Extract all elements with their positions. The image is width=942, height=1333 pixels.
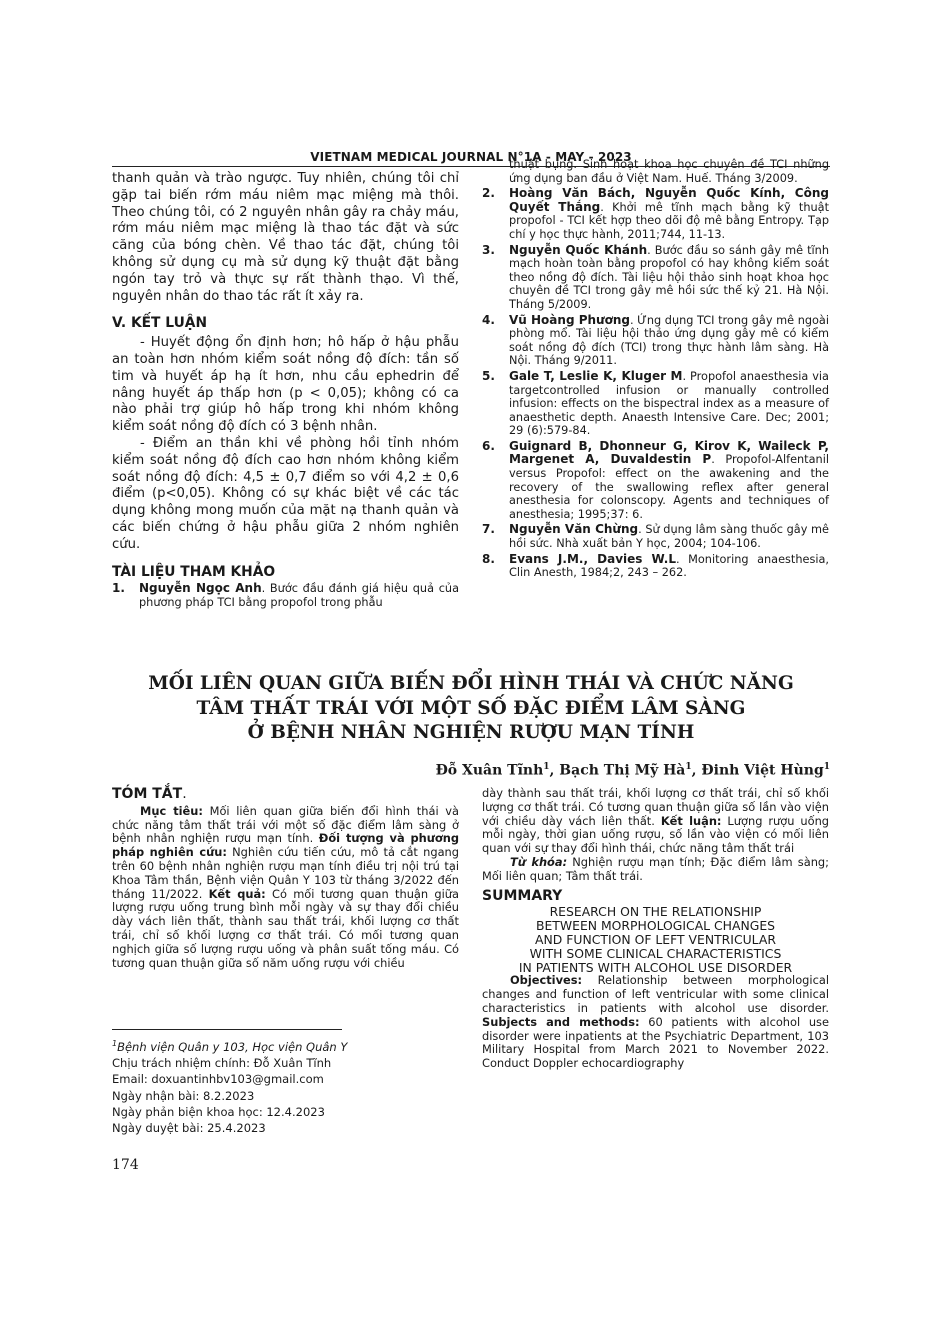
abstract-vietnamese: [112, 788, 459, 970]
footnote-rule: [112, 1029, 342, 1030]
reference-text: . Propofol-Alfentanil versus Propofol: effect on the awakening and the recovery of the swallowing reflex after general anesthesia for colonscopy. Agents and techniques of anesthesia; 1995;37: 6.: [509, 453, 829, 521]
reference-text: . Sử dụng lâm sàng thuốc gây mê hồi sức. Nhà xuất bản Y học, 2004; 104-106.: [509, 523, 829, 551]
abstract-continuation: dày thành sau thất trái, khối lượng cơ thất trái, chỉ số khối lượng cơ thất trái. Có tương quan thuận giữa số lần vào viện với chiều dày vách liên thất. Kết luận: Lượng rượu uống mỗi ngày, thời gian uống rượu, số lần vào viện có mối liên quan với sự thay đổi hình thái, chức năng tâm thất trái: [482, 786, 830, 856]
reference-item: [112, 582, 459, 609]
title-line: TÂM THẤT TRÁI VỚI MỘT SỐ ĐẶC ĐIỂM LÂM SÀNG: [196, 697, 746, 719]
reference-text: . Propofol anaesthesia via targetcontrolled infusion or manually controlled infusion: effects on the bispectral index as a measure of anaesthetic depth. Anaesth Intensive Care. Dec; 2001; 29 (6):579-84.: [509, 369, 829, 438]
label-methods: Đối tượng và phương pháp nghiên cứu:: [112, 831, 459, 860]
conclusion-paragraph-1: - Huyết động ổn định hơn; hô hấp ở hậu phẫu an toàn hơn nhóm kiểm soát nồng độ đích: tần số tim và huyết áp hạ ít hơn, nhu cầu ephedrin để nâng huyết áp thấp hơn (p < 0,05); không có ca nào phải trợ giúp hô hấp trong khi nhóm không kiểm soát nồng độ đích có 3 bệnh nhân.: [112, 335, 459, 435]
reference-item: [482, 314, 829, 368]
reference-number: 7.: [482, 522, 495, 537]
article-title: [112, 672, 830, 746]
right-column-references: [482, 158, 829, 582]
reference-author: Vũ Hoàng Phương: [509, 312, 630, 327]
author-name: Đinh Việt Hùng: [701, 762, 824, 779]
abstract-right-column: [482, 787, 829, 1071]
reference-body: [509, 244, 829, 312]
reference-text: . Bước đầu so sánh gây mê tĩnh mạch hoàn toàn bằng propofol có hay không kiểm soát theo nồng độ đích. Tài liệu hội thảo sinh hoạt khoa học chuyên đề TCI trong gây mê hồi sức thế kỷ 21. Hà Nội. Tháng 5/2009.: [509, 243, 830, 311]
title-line: Ở BỆNH NHÂN NGHIỆN RƯỢU MẠN TÍNH: [247, 722, 695, 743]
reference-item: [482, 523, 829, 550]
summary-title-line: AND FUNCTION OF LEFT VENTRICULAR: [535, 931, 776, 947]
reference-list-right: [482, 187, 829, 580]
reference-body: [509, 370, 829, 438]
review-date: Ngày phản biện khoa học: 12.4.2023: [112, 1105, 325, 1120]
keywords: Từ khóa: Nghiện rượu mạn tính; Đặc điểm lâm sàng; Mối liên quan; Tâm thất trái.: [482, 854, 829, 883]
reference-body: [509, 553, 829, 580]
author-name: Đỗ Xuân Tĩnh: [435, 762, 544, 779]
page-number: 174: [112, 1157, 139, 1173]
summary-title-line: BETWEEN MORPHOLOGICAL CHANGES: [535, 918, 776, 934]
affiliation-marker: 1: [685, 762, 692, 772]
label-results: Kết quả:: [208, 886, 266, 901]
reference-author: Nguyễn Văn Chừng: [509, 522, 639, 537]
label-subjects-methods: Subjects and methods:: [482, 1014, 640, 1029]
label-objectives: Objectives:: [510, 973, 583, 988]
received-date: Ngày nhận bài: 8.2.2023: [112, 1088, 255, 1103]
conclusion-heading: V. KẾT LUẬN: [112, 315, 208, 332]
summary-body: Objectives: Relationship between morphological changes and function of left ventricular with some clinical characteristics in patients with alcohol use disorder. Subjects and methods: 60 patients with alcohol use disorder were inpatients at the Psychiatric Department, 103 Military Hospital from March 2021 to November 2022. Conduct Doppler echocardiography: [482, 973, 829, 1071]
reference-body: [509, 440, 829, 522]
reference-author: Hoàng Văn Bách, Nguyễn Quốc Kính, Công Quyết Thắng: [509, 186, 829, 214]
reference-body: [139, 582, 459, 609]
author-name: Bạch Thị Mỹ Hà: [559, 762, 686, 779]
reference-item: [482, 370, 829, 438]
reference-author: Nguyễn Quốc Khánh: [509, 242, 648, 257]
summary-title-line: IN PATIENTS WITH ALCOHOL USE DISORDER: [518, 959, 793, 975]
reference-item: [482, 440, 829, 522]
label-objective: Mục tiêu:: [140, 803, 203, 818]
reference-continuation: [482, 158, 829, 185]
accepted-date: Ngày duyệt bài: 25.4.2023: [112, 1121, 266, 1136]
reference-body: [509, 523, 829, 550]
reference-number: 4.: [482, 312, 495, 327]
journal-header: VIETNAM MEDICAL JOURNAL N°1A - MAY - 2023: [310, 150, 632, 164]
reference-text: thuật bụng. Sinh hoạt khoa học chuyên đề TCI những ứng dụng ban đầu ở Việt Nam. Huế. Tháng 3/2009.: [509, 158, 829, 185]
reference-author: Nguyễn Ngọc Anh: [139, 581, 262, 596]
title-line: MỐI LIÊN QUAN GIỮA BIẾN ĐỔI HÌNH THÁI VÀ CHỨC NĂNG: [148, 673, 794, 694]
abstract-heading: TÓM TẮT.: [112, 786, 187, 802]
reference-text: . Ứng dụng TCI trong gây mê ngoài phòng mổ. Tài liệu hội thảo ứng dụng gây mê có kiểm soát nồng độ đích (TCI) trong thực hành lâm sàng. Hà Nội. Tháng 9/2011.: [509, 313, 829, 368]
reference-text: . Khởi mê tĩnh mạch bằng kỹ thuật propofol - TCI kết hợp theo dõi độ mê bằng Entropy. Tạp chí y học thực hành, 2011;744, 11-13.: [509, 200, 829, 241]
reference-number: 2.: [482, 186, 495, 201]
reference-body: [509, 314, 829, 368]
affiliation-note: $^1$Bệnh viện Quân y 103, Học viện Quân Y: [112, 1039, 348, 1054]
reference-body: [509, 187, 829, 241]
email: Email: doxuantinhbv103@gmail.com: [112, 1072, 324, 1087]
reference-number: 6.: [482, 438, 495, 453]
conclusion-paragraph-2: - Điểm an thần khi về phòng hồi tỉnh nhóm kiểm soát nồng độ đích cao hơn nhóm không kiểm soát nồng độ đích: 4,5 ± 0,7 điểm so với 4,2 ± 0,6 điểm (p<0,05). Không có sự khác biệt về các tác dụng không mong muốn của mặt nạ thanh quản và các biến chứng ở hậu phẫu giữa 2 nhóm nghiên cứu.: [112, 435, 459, 552]
reference-text: . Bước đầu đánh giá hiệu quả của phương pháp TCI bằng propofol trong phẫu: [139, 582, 459, 609]
reference-number: 5.: [482, 368, 495, 383]
reference-text: . Monitoring anaesthesia, Clin Anesth, 1984;2, 243 – 262.: [509, 552, 829, 580]
reference-author: Evans J.M., Davies W.L: [509, 551, 676, 566]
reference-author: Guignard B, Dhonneur G, Kirov K, Waileck P, Margenet A, Duvaldestin P: [509, 438, 829, 467]
intro-paragraph: thanh quản và trào ngược. Tuy nhiên, chúng tôi chỉ gặp tai biến rớm máu niêm mạc miệng mà thôi. Theo chúng tôi, có 2 nguyên nhân gây ra chảy máu, rớm máu niêm mạc miệng là thao tác đặt và sức căng của bóng chèn. Về thao tác đặt, chúng tôi không sử dụng cụ mà sử dụng kỹ thuật đặt bằng ngón tay trỏ và thực sự rất thành thạo. Vì thế, nguyên nhân do thao tác rất ít xảy ra.: [112, 171, 459, 304]
reference-number: 8.: [482, 551, 495, 566]
corresponding-author: Chịu trách nhiệm chính: Đỗ Xuân Tĩnh: [112, 1056, 332, 1071]
reference-number: 3.: [482, 242, 495, 257]
references-heading: TÀI LIỆU THAM KHẢO: [112, 563, 276, 580]
reference-number: 1.: [112, 581, 125, 596]
affiliation-marker: 1: [823, 762, 830, 772]
label-conclusion: Kết luận:: [660, 813, 722, 828]
reference-item: [482, 553, 829, 580]
author-line: Đỗ Xuân Tĩnh$^1$, Bạch Thị Mỹ $Hà^1$, Đinh Việt Hùng$^1$: [435, 762, 830, 779]
reference-author: Gale T, Leslie K, Kluger M: [509, 368, 683, 383]
reference-item: [482, 244, 829, 312]
keywords-label: Từ khóa:: [510, 854, 568, 869]
reference-item: [482, 187, 829, 241]
reference-list-left: [112, 582, 459, 609]
summary-title-line: RESEARCH ON THE RELATIONSHIP: [549, 904, 762, 920]
summary-heading: SUMMARY: [482, 887, 563, 904]
footnotes: [112, 1036, 347, 1137]
left-column: [112, 171, 459, 612]
affiliation-marker: 1: [543, 762, 550, 772]
summary-title-line: WITH SOME CLINICAL CHARACTERISTICS: [529, 945, 782, 961]
abstract-body: Mục tiêu: Mối liên quan giữa biến đổi hình thái và chức năng tâm thất trái với một số đặc điểm lâm sàng ở bệnh nhân nghiện rượu mạn tính. Đối tượng và phương pháp nghiên cứu: Nghiên cứu tiến cứu, mô tả cắt ngang trên 60 bệnh nhân nghiện rượu mạn tính điều trị nội trú tại Khoa Tâm thần, Bệnh viện Quân Y 103 từ tháng 3/2022 đến tháng 11/2022. Kết quả: Có mối tương quan thuận giữa lượng rượu uống trung bình mỗi ngày và sự thay đổi chiều dày vách liên thất, thành sau thất trái, khối lượng cơ thất trái, chỉ số khối lượng cơ thất trái. Có mối tương quan nghịch giữa số lượng rượu uống và phân suất tống máu. Có tương quan thuận giữa số năm uống rượu với chiều: [112, 803, 459, 970]
